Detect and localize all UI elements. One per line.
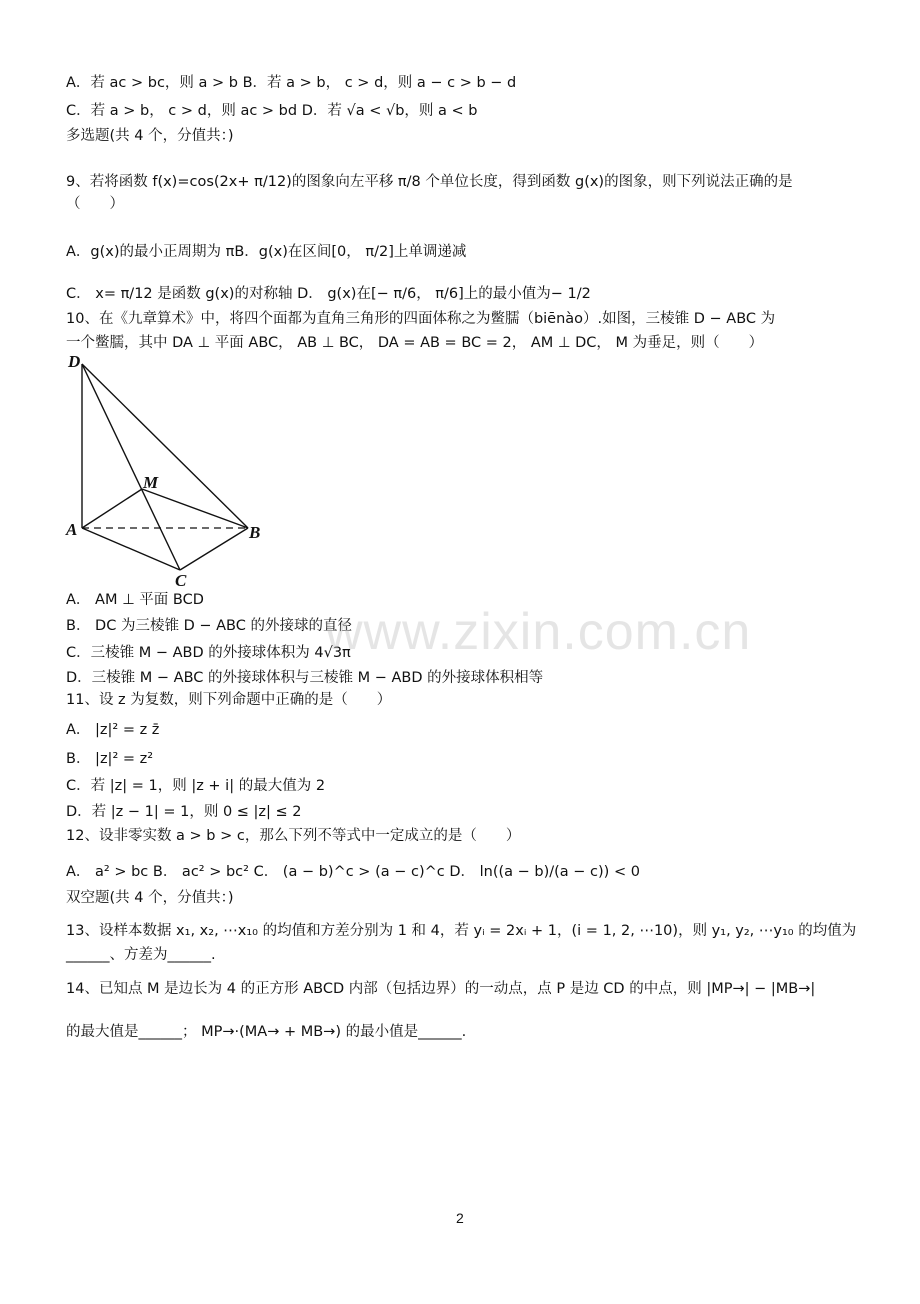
q13-stem: 13、设样本数据 x₁, x₂, ⋯x₁₀ 的均值和方差分别为 1 和 4，若 yᵢ = 2xᵢ + 1，(i = 1, 2, ⋯10)，则 y₁, y₂, ⋯y₁₀ 的均值为 xyxy=(66,923,857,939)
q9-answer-blank: （ ） xyxy=(66,196,124,212)
q11-stem: 11、设 z 为复数，则下列命题中正确的是（ ） xyxy=(66,692,392,708)
q9-options-ab: A．g(x)的最小正周期为 πB．g(x)在区间[0， π/2]上单调递减 xyxy=(66,244,467,260)
q10-stem-line2: 一个鳖臑，其中 DA ⊥ 平面 ABC， AB ⊥ BC， DA = AB = BC = 2， AM ⊥ DC， M 为垂足，则（ ） xyxy=(66,335,764,351)
section-heading-double: 双空题(共 4 个，分值共：) xyxy=(66,890,234,906)
q10-stem-line1: 10、在《九章算术》中，将四个面都为直角三角形的四面体称之为鳖臑（biēnào）.如图，三棱锥 D − ABC 为 xyxy=(66,311,776,327)
label-A: A xyxy=(66,520,78,539)
q11-option-b: B． |z|² = z² xyxy=(66,751,154,767)
page-number: 2 xyxy=(456,1210,464,1226)
q10-option-c: C．三棱锥 M − ABD 的外接球体积为 4√3π xyxy=(66,645,351,661)
label-C: C xyxy=(175,571,187,590)
label-D: D xyxy=(68,352,81,371)
segment-AM xyxy=(82,489,142,528)
q8-options-cd: C．若 a > b， c > d，则 ac > bd D．若 √a < √b，则 a < b xyxy=(66,103,478,119)
q11-option-a: A． |z|² = z z̄ xyxy=(66,722,160,738)
q12-options: A． a² > bc B． ac² > bc² C． (a − b)^c > (a − c)^c D． ln((a − b)/(a − c)) < 0 xyxy=(66,864,640,880)
section-heading-multi: 多选题(共 4 个，分值共：) xyxy=(66,128,234,144)
tetrahedron-figure xyxy=(62,350,282,590)
q12-stem: 12、设非零实数 a > b > c，那么下列不等式中一定成立的是（ ） xyxy=(66,828,521,844)
q10-option-a: A． AM ⊥ 平面 BCD xyxy=(66,592,204,608)
q13-blanks: ______、方差为______. xyxy=(66,947,216,963)
q11-option-d: D．若 |z − 1| = 1，则 0 ≤ |z| ≤ 2 xyxy=(66,804,302,820)
q10-option-d: D．三棱锥 M − ABC 的外接球体积与三棱锥 M − ABD 的外接球体积相等 xyxy=(66,670,544,686)
watermark: www.zixin.com.cn xyxy=(325,603,752,661)
q14-stem: 14、已知点 M 是边长为 4 的正方形 ABCD 内部（包括边界）的一动点，点 P 是边 CD 的中点，则 |MP→| − |MB→| xyxy=(66,981,816,997)
q14-blanks: 的最大值是______； MP→·(MA→ + MB→) 的最小值是______. xyxy=(66,1024,467,1040)
edge-CB xyxy=(180,528,248,570)
edge-DB xyxy=(82,364,248,528)
edge-DC xyxy=(82,364,180,570)
q8-options-ab: A．若 ac > bc，则 a > b B．若 a > b， c > d，则 a − c > b − d xyxy=(66,75,517,91)
q10-option-b: B． DC 为三棱锥 D − ABC 的外接球的直径 xyxy=(66,618,352,634)
label-M: M xyxy=(143,473,159,492)
q9-options-cd: C． x= π/12 是函数 g(x)的对称轴 D． g(x)在[− π/6， π/6]上的最小值为− 1/2 xyxy=(66,286,591,302)
edge-AC xyxy=(82,528,180,570)
q9-stem: 9、若将函数 f(x)=cos(2x+ π/12)的图象向左平移 π/8 个单位长度，得到函数 g(x)的图象，则下列说法正确的是 xyxy=(66,174,793,190)
q11-option-c: C．若 |z| = 1，则 |z + i| 的最大值为 2 xyxy=(66,778,326,794)
label-B: B xyxy=(249,523,261,542)
